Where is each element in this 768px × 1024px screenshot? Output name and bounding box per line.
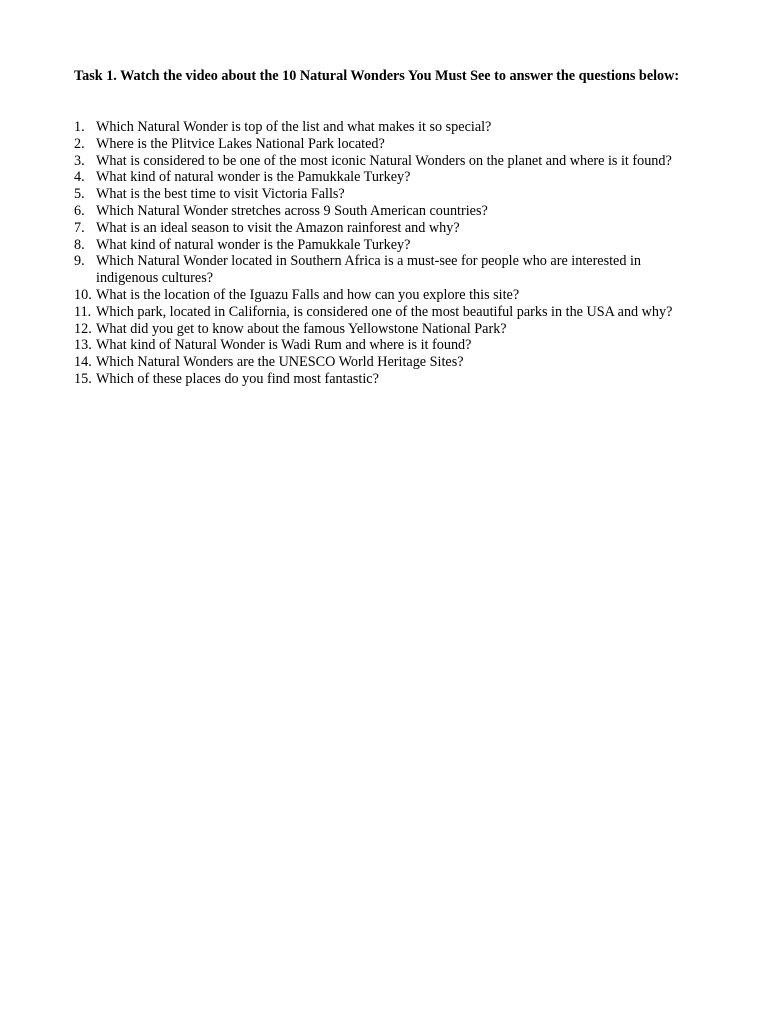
question-text: Which Natural Wonders are the UNESCO World Heritage Sites?: [96, 354, 464, 371]
question-text: Which Natural Wonder located in Southern Africa is a must-see for people who are interested in indigenous cultures?: [96, 253, 642, 287]
question-item: [74, 321, 704, 338]
question-number: 8.: [74, 236, 85, 253]
question-number: 7.: [74, 219, 85, 236]
question-text: What is the location of the Iguazu Falls and how can you explore this site?: [96, 286, 520, 303]
question-number: 11.: [74, 303, 92, 320]
question-item: [74, 304, 704, 321]
question-text: Which Natural Wonder stretches across 9 South American countries?: [96, 202, 488, 219]
question-list: [74, 119, 704, 388]
question-item: [74, 371, 704, 388]
question-item: [74, 220, 704, 237]
question-number: 4.: [74, 169, 85, 186]
question-item: [74, 337, 704, 354]
question-number: 15.: [74, 370, 92, 387]
question-item: [74, 354, 704, 371]
question-number: 5.: [74, 186, 85, 203]
question-item: [74, 136, 704, 153]
question-item: [74, 203, 704, 220]
question-text: What kind of natural wonder is the Pamukkale Turkey?: [96, 169, 411, 186]
question-text: What kind of natural wonder is the Pamukkale Turkey?: [96, 236, 411, 253]
question-text: Which park, located in California, is considered one of the most beautiful parks in the USA and why?: [96, 303, 673, 320]
question-text: What is considered to be one of the most iconic Natural Wonders on the planet and where is it found?: [96, 152, 672, 169]
question-number: 1.: [74, 119, 85, 135]
question-item: [74, 186, 704, 203]
question-item: [74, 153, 704, 170]
question-item: [74, 169, 704, 186]
question-number: 3.: [74, 152, 85, 169]
task-heading: Task 1. Watch the video about the 10 Natural Wonders You Must See to answer the questions below:: [74, 68, 680, 84]
question-text: What did you get to know about the famous Yellowstone National Park?: [96, 320, 507, 337]
question-number: 6.: [74, 202, 85, 219]
question-text: What is the best time to visit Victoria Falls?: [96, 186, 345, 203]
question-number: 9.: [74, 253, 85, 270]
question-number: 12.: [74, 320, 92, 337]
question-number: 10.: [74, 286, 92, 303]
question-text: What kind of Natural Wonder is Wadi Rum and where is it found?: [96, 337, 472, 354]
question-text: Which Natural Wonder is top of the list and what makes it so special?: [96, 119, 492, 135]
question-item: [74, 237, 704, 254]
question-item: [74, 119, 704, 136]
question-item: [74, 253, 704, 287]
question-number: 2.: [74, 135, 85, 152]
question-number: 14.: [74, 354, 92, 371]
question-item: [74, 287, 704, 304]
question-text: What is an ideal season to visit the Amazon rainforest and why?: [96, 219, 460, 236]
question-text: Where is the Plitvice Lakes National Park located?: [96, 135, 385, 152]
question-text: Which of these places do you find most fantastic?: [96, 370, 379, 387]
question-number: 13.: [74, 337, 92, 354]
